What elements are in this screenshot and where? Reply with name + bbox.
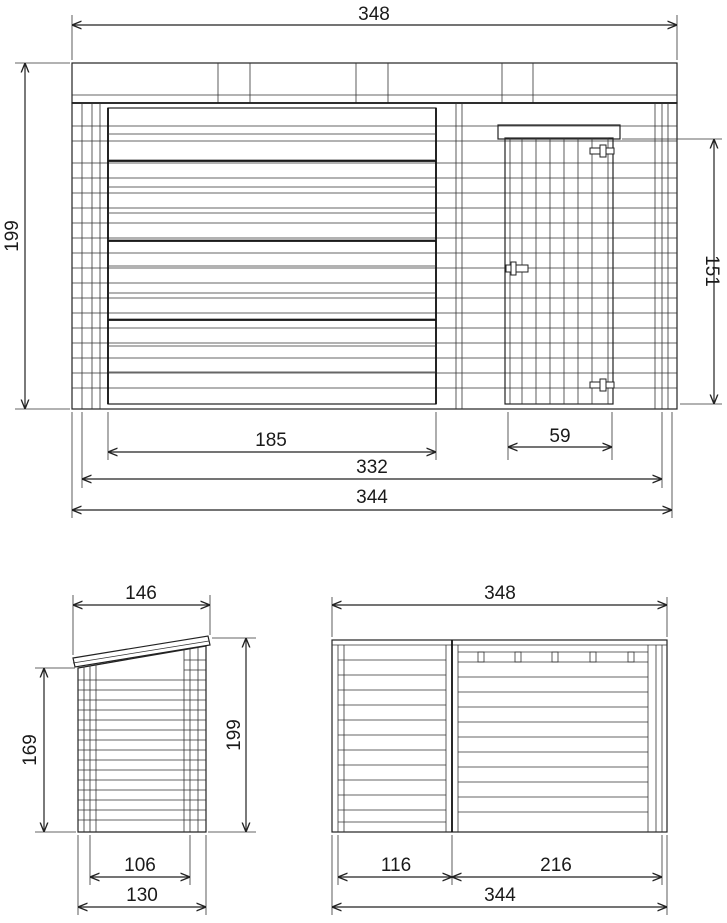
side-high-height-label: 199 (224, 719, 245, 751)
front-roof (72, 63, 677, 103)
rear-left-section-label: 116 (380, 855, 412, 876)
side-roof (73, 636, 210, 667)
rear-wall (332, 640, 667, 832)
hinge-icon (590, 379, 614, 391)
side-low-height-label: 169 (20, 734, 41, 766)
front-dimensions (2, 4, 722, 518)
side-wall (78, 646, 206, 832)
front-width-label: 348 (358, 4, 390, 25)
side-dimensions (20, 583, 256, 915)
rear-dimensions (332, 583, 667, 915)
side-view (20, 583, 256, 915)
rear-base-width-label: 344 (484, 885, 516, 906)
front-door (498, 125, 620, 404)
side-outer-depth-label: 130 (126, 885, 158, 906)
rear-right-section-label: 216 (540, 855, 572, 876)
front-height-label: 199 (2, 220, 23, 252)
door-width-label: 59 (549, 426, 571, 447)
rear-view (332, 583, 667, 915)
inner-width-label: 332 (356, 457, 388, 478)
front-wall (72, 103, 677, 409)
side-inner-depth-label: 106 (124, 855, 156, 876)
rear-width-label: 348 (484, 583, 516, 604)
latch-icon (506, 262, 528, 275)
panel-width-label: 185 (255, 430, 287, 451)
door-height-label: 151 (701, 255, 722, 287)
hinge-icon (590, 145, 614, 157)
side-roof-width-label: 146 (125, 583, 157, 604)
base-width-label: 344 (356, 487, 388, 508)
front-planks (72, 126, 677, 388)
front-view (2, 4, 722, 518)
front-large-panel (108, 108, 436, 404)
